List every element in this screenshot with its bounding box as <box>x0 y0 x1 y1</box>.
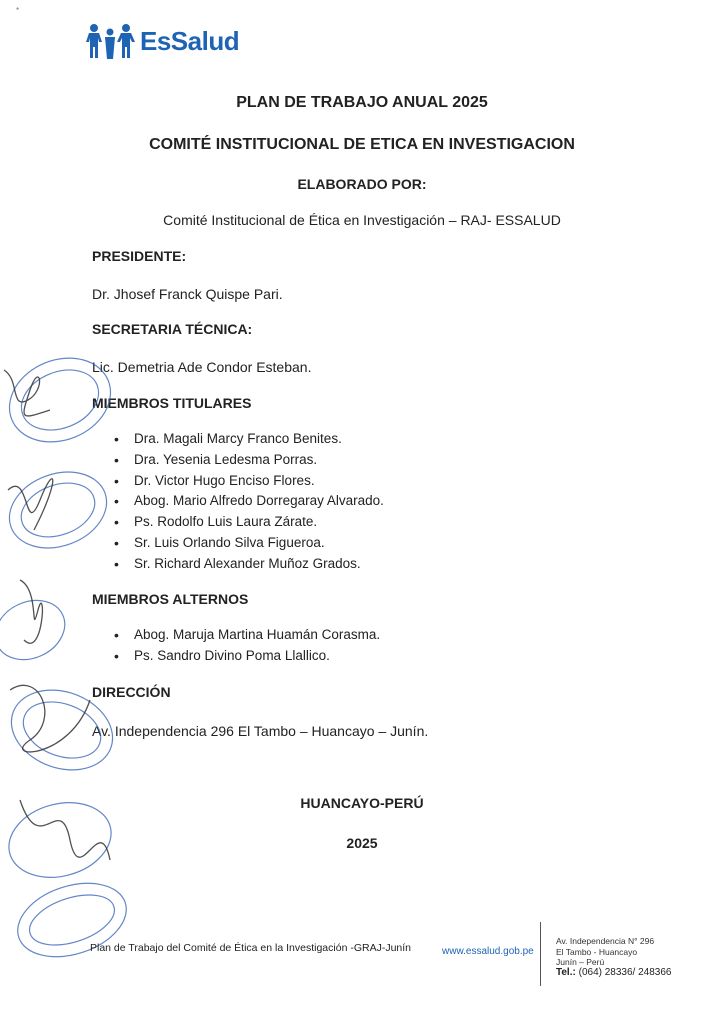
family-figures-icon <box>86 23 138 59</box>
signatures-and-stamps <box>0 340 160 960</box>
footer-website-link[interactable]: www.essalud.gob.pe <box>442 946 534 957</box>
stamp <box>16 692 109 768</box>
address-value: Av. Independencia 296 El Tambo – Huancayo – Junín. <box>92 723 429 739</box>
footer-phone <box>556 967 671 978</box>
president-label: PRESIDENTE: <box>92 248 187 264</box>
footer-divider <box>540 922 541 986</box>
list-item: • Dr. Victor Hugo Enciso Flores. <box>112 471 384 492</box>
stamp <box>14 474 103 547</box>
alternate-members-label: MIEMBROS ALTERNOS <box>92 591 249 607</box>
titular-members-label: MIEMBROS TITULARES <box>92 395 252 411</box>
prepared-by-label: ELABORADO POR: <box>297 176 427 192</box>
place: HUANCAYO-PERÚ <box>300 795 424 811</box>
essalud-logo <box>86 20 239 62</box>
year: 2025 <box>346 835 378 851</box>
stamp <box>0 589 74 670</box>
document-title: PLAN DE TRABAJO ANUAL 2025 <box>236 94 488 111</box>
stamp <box>0 459 117 561</box>
list-item: • Sr. Richard Alexander Muñoz Grados. <box>112 554 384 575</box>
footer-phone-label: Tel.: <box>556 967 576 978</box>
scan-mark: * <box>16 6 20 15</box>
footer-address-line: Junín – Perú <box>556 957 605 967</box>
list-item: • Abog. Mario Alfredo Dorregaray Alvarado. <box>112 491 384 512</box>
secretary-name: Lic. Demetria Ade Condor Esteban. <box>92 359 312 375</box>
list-item: • Ps. Rodolfo Luis Laura Zárate. <box>112 512 384 533</box>
address-label: DIRECCIÓN <box>92 684 171 700</box>
list-item: • Dra. Yesenia Ledesma Porras. <box>112 450 384 471</box>
list-item: • Ps. Sandro Divino Poma Llallico. <box>112 646 380 667</box>
secretary-label: SECRETARIA TÉCNICA: <box>92 321 253 337</box>
list-item: • Sr. Luis Orlando Silva Figueroa. <box>112 533 384 554</box>
prepared-by-value: Comité Institucional de Ética en Investigación – RAJ- ESSALUD <box>163 212 561 228</box>
list-item: • Dra. Magali Marcy Franco Benites. <box>112 429 384 450</box>
footer-address-line: El Tambo - Huancayo <box>556 946 638 957</box>
footer-address-line: Av. Independencia N° 296 <box>556 936 655 946</box>
list-item: • Abog. Maruja Martina Huamán Corasma. <box>112 625 380 646</box>
president-name: Dr. Jhosef Franck Quispe Pari. <box>92 286 283 302</box>
signature <box>8 479 53 530</box>
footer-phone-value: (064) 28336/ 248366 <box>578 967 672 978</box>
committee-title: COMITÉ INSTITUCIONAL DE ETICA EN INVESTIGACION <box>149 136 575 153</box>
signature <box>20 580 42 643</box>
stamp <box>0 677 124 784</box>
stamp <box>0 792 119 888</box>
footer-document-name: Plan de Trabajo del Comité de Ética en la Investigación -GRAJ-Junín <box>90 942 412 954</box>
footer-address <box>556 936 654 968</box>
logo-wordmark: EsSalud <box>140 25 240 56</box>
